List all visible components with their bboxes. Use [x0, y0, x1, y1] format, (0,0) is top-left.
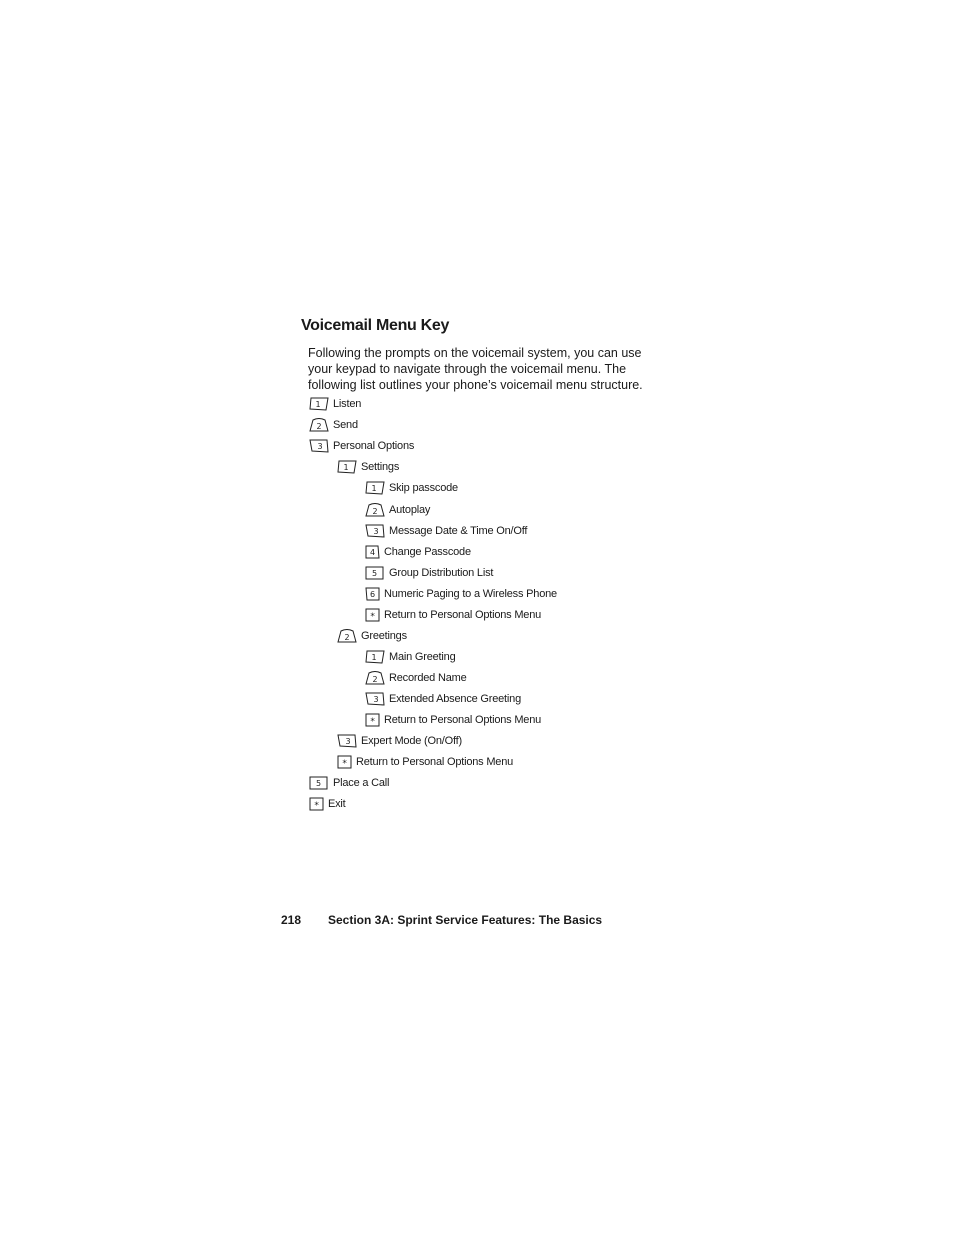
- menu-item-greetings: [337, 628, 407, 644]
- page-title: Voicemail Menu Key: [301, 317, 450, 334]
- svg-text:1: 1: [343, 463, 349, 472]
- key-3-icon: [365, 692, 385, 706]
- menu-item-label: Settings: [361, 461, 400, 473]
- menu-item-return-personal-options: [365, 607, 541, 623]
- menu-item-label: Exit: [328, 798, 346, 810]
- intro-paragraph: Following the prompts on the voicemail system, you can use your keypad to navigate through the voicemail menu. The following list outlines your phone’s voicemail menu structure.: [308, 346, 643, 392]
- key-2-icon: [365, 671, 385, 685]
- menu-item-recorded-name: [365, 670, 467, 686]
- menu-item-label: Numeric Paging to a Wireless Phone: [384, 588, 557, 600]
- key-star-icon: [365, 713, 380, 727]
- svg-text:*: *: [342, 759, 347, 769]
- key-2-icon: [365, 503, 385, 517]
- key-3-icon: [337, 734, 357, 748]
- menu-item-return-personal-options: [337, 754, 513, 770]
- svg-text:2: 2: [372, 675, 378, 684]
- menu-item-label: Return to Personal Options Menu: [356, 756, 514, 768]
- svg-text:4: 4: [370, 548, 375, 557]
- key-2-icon: [337, 629, 357, 643]
- menu-item-extended-absence-greeting: [365, 691, 521, 707]
- menu-item-label: Recorded Name: [389, 672, 467, 684]
- svg-text:1: 1: [371, 484, 377, 493]
- svg-text:5: 5: [316, 779, 321, 788]
- svg-text:2: 2: [316, 422, 322, 431]
- menu-item-expert-mode: [337, 733, 462, 749]
- menu-item-skip-passcode: [365, 480, 458, 496]
- menu-item-exit: [309, 796, 346, 812]
- key-2-icon: [309, 418, 329, 432]
- menu-item-label: Autoplay: [389, 504, 431, 516]
- menu-item-label: Send: [333, 419, 358, 431]
- svg-text:3: 3: [317, 442, 323, 451]
- menu-item-personal-options: [309, 438, 414, 454]
- menu-item-label: Change Passcode: [384, 546, 471, 558]
- menu-item-numeric-paging: [365, 586, 557, 602]
- menu-item-label: Place a Call: [333, 777, 390, 789]
- menu-item-label: Skip passcode: [389, 482, 458, 494]
- key-5-icon: [309, 776, 329, 790]
- menu-item-listen: [309, 396, 361, 412]
- menu-item-label: Group Distribution List: [389, 567, 494, 579]
- svg-text:2: 2: [344, 633, 350, 642]
- key-star-icon: [337, 755, 352, 769]
- menu-item-label: Return to Personal Options Menu: [384, 714, 542, 726]
- svg-text:3: 3: [373, 527, 379, 536]
- svg-text:1: 1: [371, 653, 377, 662]
- svg-text:6: 6: [370, 590, 375, 599]
- menu-item-place-a-call: [309, 775, 389, 791]
- key-1-icon: [365, 481, 385, 495]
- page-number: 218: [281, 913, 302, 927]
- section-title: Section 3A: Sprint Service Features: The Basics: [328, 913, 603, 927]
- key-star-icon: [309, 797, 324, 811]
- svg-text:*: *: [370, 612, 375, 622]
- menu-item-return-personal-options: [365, 712, 541, 728]
- svg-text:3: 3: [373, 695, 379, 704]
- svg-text:*: *: [370, 717, 375, 727]
- menu-item-message-date-time: [365, 523, 527, 539]
- menu-item-label: Extended Absence Greeting: [389, 693, 521, 705]
- svg-text:1: 1: [315, 400, 321, 409]
- menu-item-label: Greetings: [361, 630, 407, 642]
- menu-item-settings: [337, 459, 399, 475]
- menu-item-send: [309, 417, 358, 433]
- menu-item-change-passcode: [365, 544, 471, 560]
- key-3-icon: [309, 439, 329, 453]
- menu-item-group-distribution-list: [365, 565, 493, 581]
- menu-item-label: Message Date & Time On/Off: [389, 525, 528, 537]
- svg-text:*: *: [314, 801, 319, 811]
- svg-text:5: 5: [372, 569, 377, 578]
- menu-item-label: Expert Mode (On/Off): [361, 735, 462, 747]
- menu-item-label: Return to Personal Options Menu: [384, 609, 542, 621]
- key-3-icon: [365, 524, 385, 538]
- menu-item-autoplay: [365, 502, 430, 518]
- key-star-icon: [365, 608, 380, 622]
- menu-item-label: Listen: [333, 398, 362, 410]
- menu-item-main-greeting: [365, 649, 456, 665]
- svg-text:3: 3: [345, 737, 351, 746]
- menu-item-label: Main Greeting: [389, 651, 456, 663]
- key-5-icon: [365, 566, 385, 580]
- key-6-icon: [365, 587, 380, 601]
- key-1-icon: [337, 460, 357, 474]
- key-1-icon: [309, 397, 329, 411]
- svg-text:2: 2: [372, 507, 378, 516]
- key-1-icon: [365, 650, 385, 664]
- key-4-icon: [365, 545, 380, 559]
- menu-item-label: Personal Options: [333, 440, 415, 452]
